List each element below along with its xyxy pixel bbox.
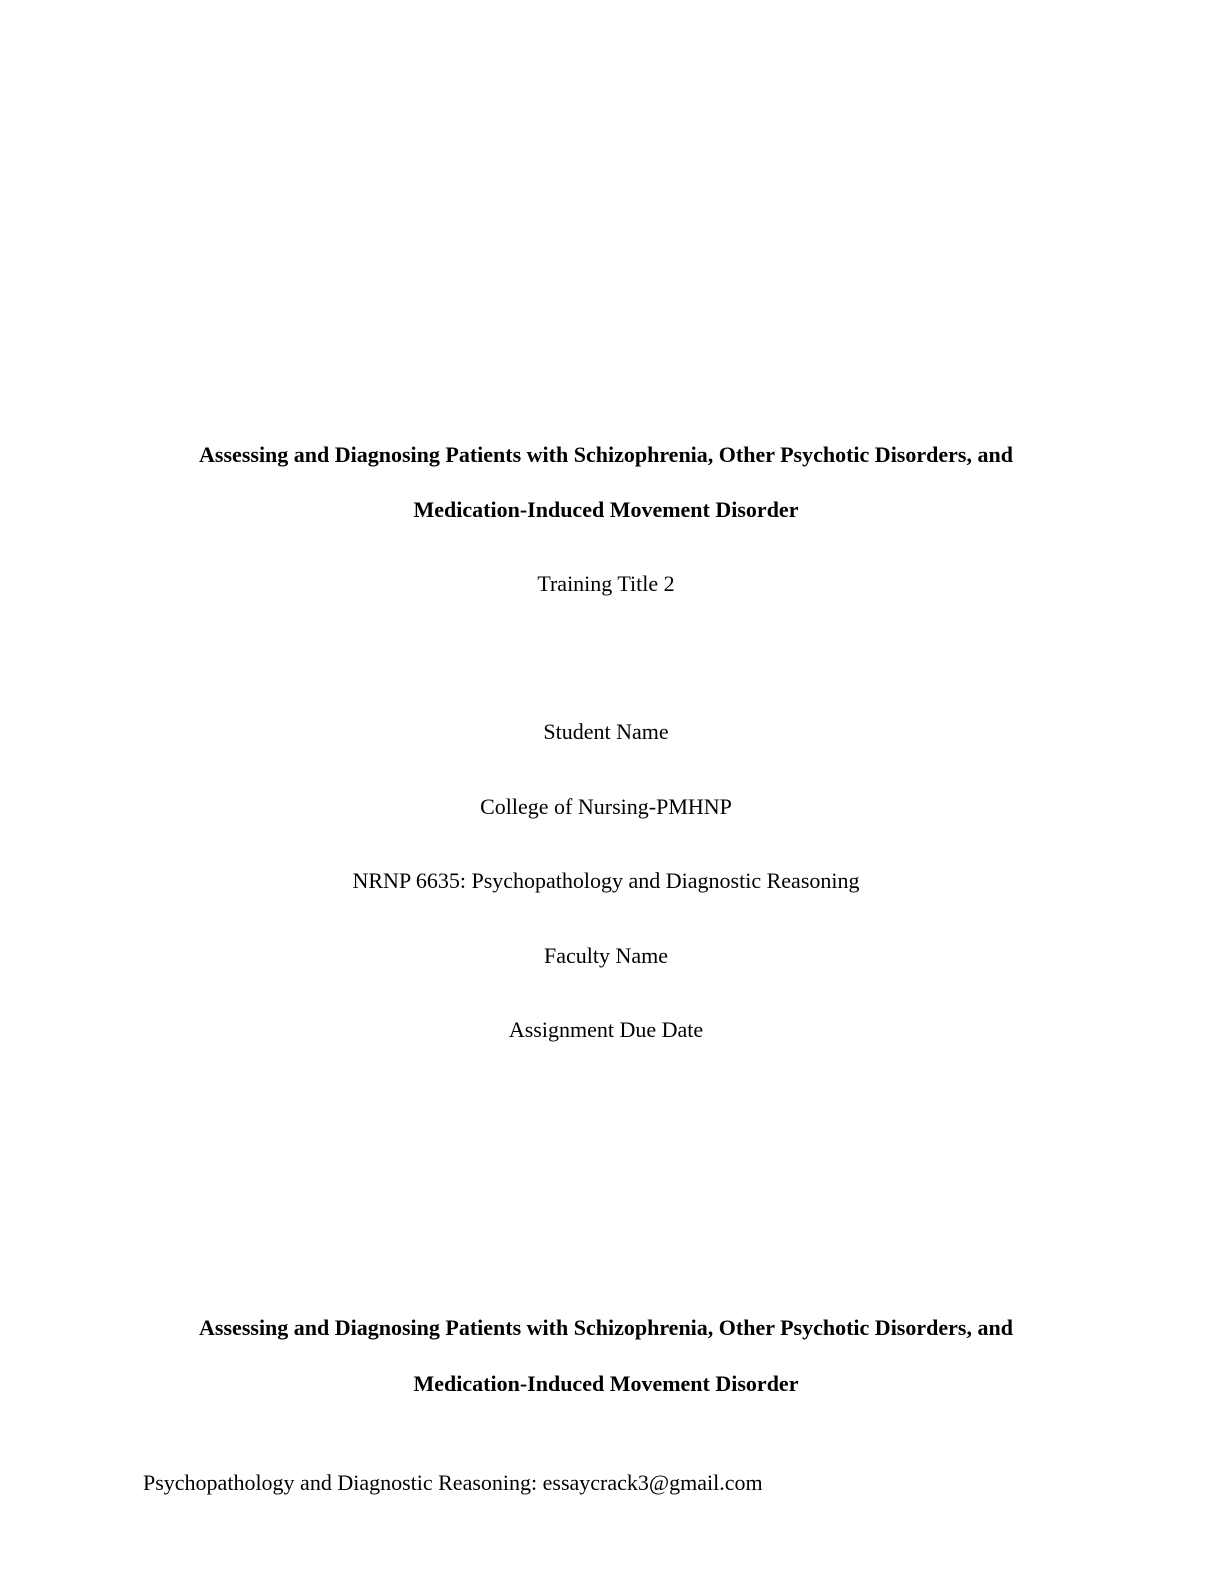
footer-text: Psychopathology and Diagnostic Reasoning: essaycrack3@gmail.com — [143, 1470, 763, 1495]
body-heading-line-2: Medication-Induced Movement Disorder — [413, 1371, 799, 1396]
title-line-2: Medication-Induced Movement Disorder — [413, 497, 799, 522]
college-name: College of Nursing-PMHNP — [480, 794, 732, 819]
title-line-1: Assessing and Diagnosing Patients with Schizophrenia, Other Psychotic Disorders, and — [199, 442, 1013, 467]
training-subtitle: Training Title 2 — [537, 571, 675, 596]
faculty-name: Faculty Name — [543, 943, 669, 968]
assignment-due-date: Assignment Due Date — [508, 1017, 704, 1042]
body-heading-line-1: Assessing and Diagnosing Patients with Schizophrenia, Other Psychotic Disorders, and — [199, 1315, 1013, 1340]
course-name: NRNP 6635: Psychopathology and Diagnostic Reasoning — [352, 868, 860, 893]
student-name: Student Name — [543, 719, 669, 744]
